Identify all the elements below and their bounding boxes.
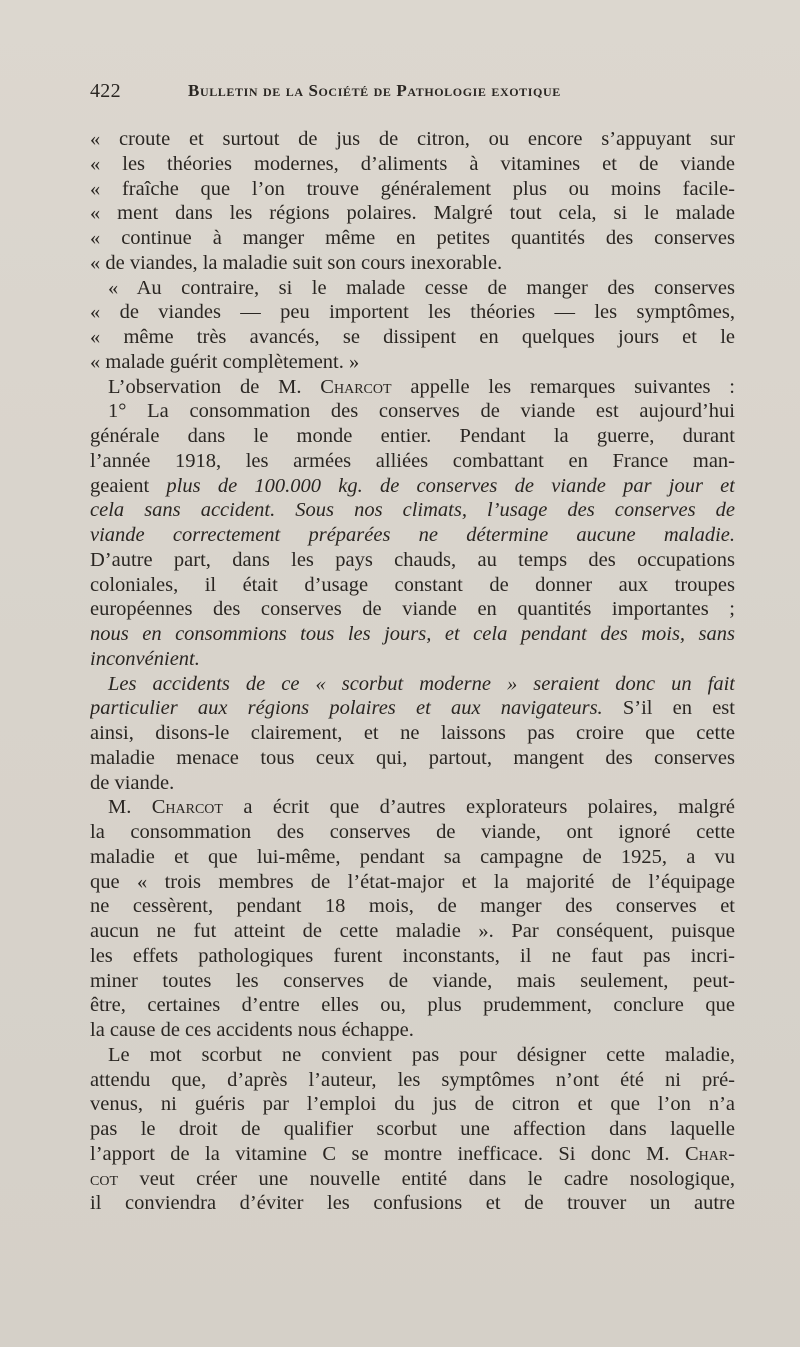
- text-line: attendu que, d’après l’auteur, les symptômes n’ont été ni pré-: [90, 1068, 735, 1091]
- text-line: L’observation de M. Charcot appelle les remarques suivantes :: [108, 375, 735, 398]
- text-line: viande correctement préparées ne détermine aucune maladie.: [90, 524, 735, 546]
- text-line: ne cessèrent, pendant 18 mois, de manger des conserves et: [90, 895, 735, 918]
- text-line: l’apport de la vitamine C se montre inefficace. Si donc M. Char-: [90, 1142, 735, 1165]
- text-line: « fraîche que l’on trouve généralement plus ou moins facile-: [90, 177, 735, 200]
- text-line: européennes des conserves de viande en quantités importantes ;: [90, 598, 735, 621]
- text-line: nous en consommions tous les jours, et cela pendant des mois, sans: [90, 623, 735, 645]
- running-title: Bulletin de la Société de Pathologie exotique: [188, 81, 561, 100]
- text-line: Les accidents de ce « scorbut moderne » seraient donc un fait: [108, 672, 735, 695]
- text-line: aucun ne fut atteint de cette maladie ». Par conséquent, puisque: [90, 920, 735, 942]
- text-line: cot veut créer une nouvelle entité dans le cadre nosologique,: [90, 1167, 735, 1190]
- text-line: la consommation des conserves de viande, ont ignoré cette: [90, 821, 735, 843]
- text-line: la cause de ces accidents nous échappe.: [90, 1019, 414, 1041]
- text-line: « malade guérit complètement. »: [90, 350, 360, 373]
- text-line: « continue à manger même en petites quantités des conserves: [90, 227, 735, 249]
- text-line: « Au contraire, si le malade cesse de manger des conserves: [108, 276, 735, 299]
- text-line: « ment dans les régions polaires. Malgré tout cela, si le malade: [90, 202, 735, 225]
- text-line: « les théories modernes, d’aliments à vitamines et de viande: [90, 152, 735, 175]
- text-line: M. Charcot a écrit que d’autres explorateurs polaires, malgré: [108, 796, 735, 819]
- text-line: les effets pathologiques furent inconstants, il ne faut pas incri-: [90, 944, 735, 967]
- text-line: « même très avancés, se dissipent en quelques jours et le: [90, 326, 735, 348]
- text-line: particulier aux régions polaires et aux navigateurs. S’il en est: [90, 697, 735, 720]
- page-number: 422: [90, 80, 121, 102]
- text-line: geaient plus de 100.000 kg. de conserves de viande par jour et: [90, 474, 735, 497]
- text-line: de viande.: [90, 771, 175, 794]
- text-line: il conviendra d’éviter les confusions et de trouver un autre: [90, 1192, 735, 1215]
- text-line: 1° La consommation des conserves de viande est aujourd’hui: [108, 400, 735, 423]
- text-line: D’autre part, dans les pays chauds, au temps des occupations: [90, 548, 735, 571]
- text-line: l’année 1918, les armées alliées combattant en France man-: [90, 449, 735, 472]
- body-text: [90, 127, 735, 1216]
- text-line: coloniales, il était d’usage constant de donner aux troupes: [90, 573, 735, 596]
- text-line: pas le droit de qualifier scorbut une affection dans laquelle: [90, 1118, 735, 1140]
- text-line: « de viandes, la maladie suit son cours inexorable.: [90, 251, 503, 274]
- text-line: venus, ni guéris par l’emploi du jus de citron et que l’on n’a: [90, 1093, 735, 1116]
- page-header: [90, 80, 740, 110]
- text-line: Le mot scorbut ne convient pas pour désigner cette maladie,: [108, 1043, 735, 1066]
- text-line: être, certaines d’entre elles ou, plus prudemment, conclure que: [90, 994, 735, 1017]
- text-line: maladie et que lui-même, pendant sa campagne de 1925, a vu: [90, 845, 735, 868]
- text-line: maladie menace tous ceux qui, partout, mangent des conserves: [90, 746, 735, 769]
- text-line: miner toutes les conserves de viande, mais seulement, peut-: [90, 969, 735, 992]
- text-line: générale dans le monde entier. Pendant la guerre, durant: [90, 425, 735, 447]
- text-line: cela sans accident. Sous nos climats, l’usage des conserves de: [90, 499, 735, 522]
- text-line: « de viandes — peu importent les théories — les symptômes,: [90, 301, 735, 324]
- text-line: inconvénient.: [90, 647, 200, 670]
- text-line: « croute et surtout de jus de citron, ou encore s’appuyant sur: [90, 128, 735, 150]
- text-line: que « trois membres de l’état-major et la majorité de l’équipage: [90, 870, 735, 893]
- text-line: ainsi, disons-le clairement, et ne laissons pas croire que cette: [90, 722, 735, 744]
